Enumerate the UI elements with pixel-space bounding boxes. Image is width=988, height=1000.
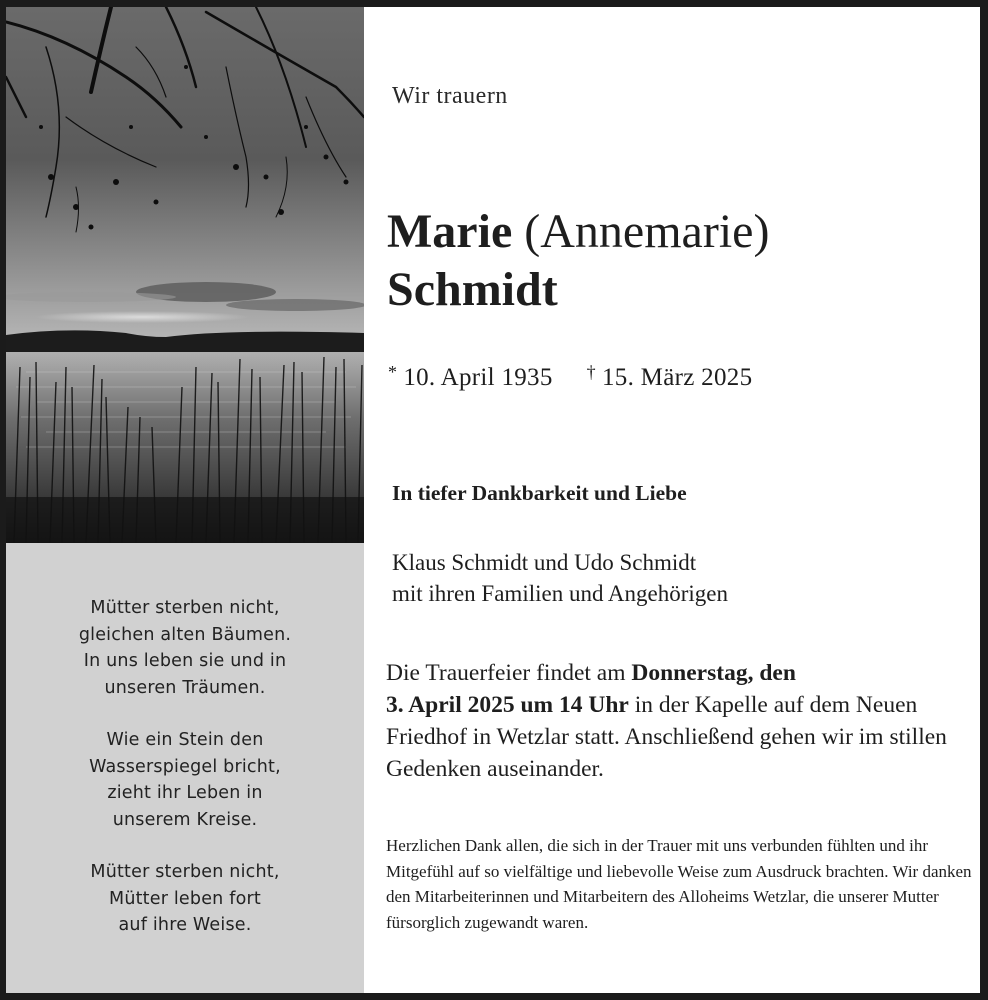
mourners-line-2: mit ihren Familien und Angehörigen [392, 581, 729, 606]
poem-line: Wasserspiegel bricht, [89, 756, 281, 777]
notice-content [364, 7, 980, 993]
landscape-image [6, 7, 364, 543]
poem-stanza-3 [6, 859, 364, 939]
poem-line: Mütter leben fort [109, 888, 261, 909]
ceremony-day: Donnerstag, den [631, 660, 796, 686]
life-dates [388, 362, 752, 392]
birth-star-icon: * [388, 362, 398, 382]
poem-line: In uns leben sie und in [83, 651, 287, 671]
mourners-line-1: Klaus Schmidt und Udo Schmidt [392, 550, 697, 575]
first-name: Marie [387, 205, 513, 258]
ceremony-info [386, 657, 976, 785]
ceremony-date-time: 3. April 2025 um 14 Uhr [386, 692, 629, 718]
poem-line: Wie ein Stein den [106, 730, 264, 750]
nickname: (Annemarie) [524, 205, 770, 258]
poem [6, 595, 364, 965]
death-cross-icon: † [586, 362, 596, 382]
obituary-notice [6, 7, 980, 993]
poem-line: auf ihre Weise. [118, 915, 252, 935]
poem-panel [6, 543, 364, 993]
poem-stanza-1 [6, 595, 364, 701]
poem-line: unseren Träumen. [104, 677, 266, 698]
mourners [392, 547, 728, 609]
poem-line: unserem Kreise. [112, 809, 258, 830]
poem-line: Mütter sterben nicht, [90, 598, 280, 618]
ceremony-text: Die Trauerfeier findet am [386, 660, 632, 686]
death-date: 15. März 2025 [601, 364, 753, 391]
ceremony-location: in der Kapelle auf dem Neuen Friedhof in Wetzlar statt. Anschließend gehen wir im stillen Gedenken auseinander. [386, 692, 947, 782]
deceased-name [387, 203, 769, 319]
lake-sunset-photo [6, 7, 364, 543]
poem-line: gleichen alten Bäumen. [78, 624, 292, 645]
intro-text: Wir trauern [392, 83, 508, 109]
poem-line: zieht ihr Leben in [107, 783, 263, 803]
poem-line: Mütter sterben nicht, [90, 862, 280, 882]
poem-stanza-2 [6, 727, 364, 833]
thanks-heading: In tiefer Dankbarkeit und Liebe [392, 481, 687, 505]
birth-date: 10. April 1935 [403, 364, 553, 391]
last-name: Schmidt [387, 263, 558, 316]
gratitude-text: Herzlichen Dank allen, die sich in der Trauer mit uns verbunden fühlten und ihr Mitgefühl auf so vielfältige und liebevolle Weise zum Ausdruck brachten. Wir danken den Mitarbeiterinnen und Mitarbeitern des Alloheims Wetzlar, die unserer Mutter fürsorglich zugewandt waren. [386, 836, 972, 932]
